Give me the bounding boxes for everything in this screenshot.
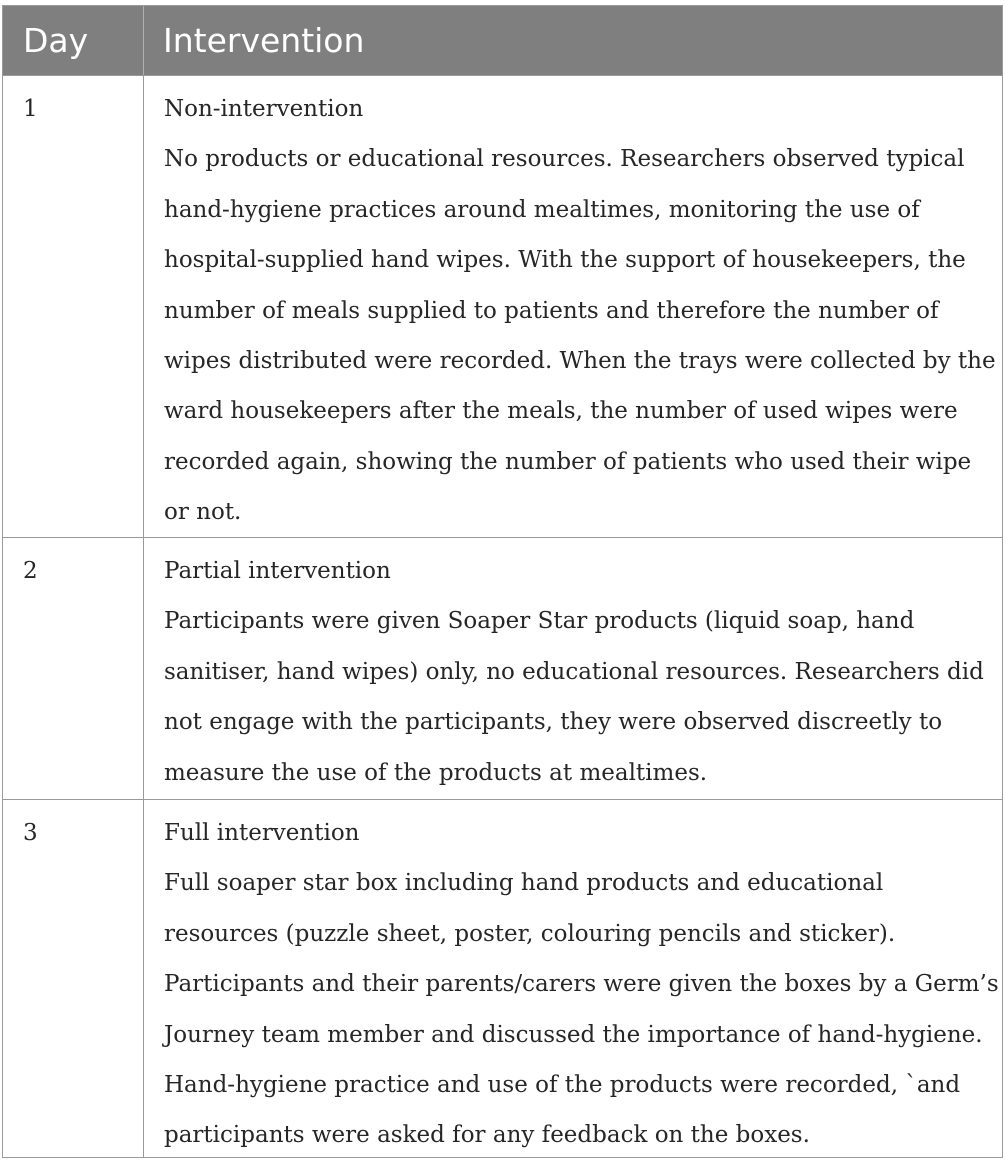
intervention-cell bbox=[164, 808, 999, 1161]
day-cell: 2 bbox=[23, 558, 38, 584]
intervention-cell bbox=[164, 546, 994, 798]
description-line: or not. bbox=[164, 499, 242, 526]
table-header bbox=[3, 6, 1002, 75]
description-line: Full soaper star box including hand products and educational bbox=[164, 870, 884, 897]
header-intervention: Intervention bbox=[163, 21, 365, 60]
table-row bbox=[3, 537, 1002, 799]
description-line: participants were asked for any feedback on the boxes. bbox=[164, 1122, 810, 1149]
description-line: Journey team member and discussed the importance of hand-hygiene. bbox=[164, 1021, 983, 1048]
intervention-table bbox=[2, 5, 1003, 1158]
description-line: Hand-hygiene practice and use of the products were recorded, `and bbox=[164, 1072, 961, 1099]
description-line: Participants and their parents/carers were given the boxes by a Germ’s bbox=[164, 971, 999, 998]
intervention-title: Partial intervention bbox=[164, 558, 391, 584]
column-divider bbox=[143, 538, 144, 799]
description-line: ward housekeepers after the meals, the number of used wipes were bbox=[164, 398, 958, 425]
table-row bbox=[3, 75, 1002, 537]
description-line: wipes distributed were recorded. When the trays were collected by the bbox=[164, 348, 996, 375]
description-line: recorded again, showing the number of patients who used their wipe bbox=[164, 448, 972, 475]
header-day: Day bbox=[23, 21, 89, 60]
table-row bbox=[3, 799, 1002, 1157]
description-line: No products or educational resources. Researchers observed typical bbox=[164, 146, 965, 173]
description-line: measure the use of the products at mealtimes. bbox=[164, 759, 708, 786]
column-divider bbox=[143, 76, 144, 537]
description-line: sanitiser, hand wipes) only, no educational resources. Researchers did bbox=[164, 658, 984, 685]
description-line: resources (puzzle sheet, poster, colouring pencils and sticker). bbox=[164, 920, 896, 947]
description-line: hand-hygiene practices around mealtimes, monitoring the use of bbox=[164, 196, 920, 223]
description-line: hospital-supplied hand wipes. With the support of housekeepers, the bbox=[164, 247, 966, 274]
description-line: number of meals supplied to patients and therefore the number of bbox=[164, 297, 939, 324]
intervention-title: Full intervention bbox=[164, 820, 360, 846]
intervention-cell bbox=[164, 84, 994, 538]
description-line: not engage with the participants, they were observed discreetly to bbox=[164, 709, 943, 736]
intervention-title: Non-intervention bbox=[164, 96, 364, 122]
day-cell: 1 bbox=[23, 96, 38, 122]
header-divider bbox=[143, 6, 144, 75]
column-divider bbox=[143, 800, 144, 1157]
description-line: Participants were given Soaper Star products (liquid soap, hand bbox=[164, 608, 915, 635]
day-cell: 3 bbox=[23, 820, 38, 846]
